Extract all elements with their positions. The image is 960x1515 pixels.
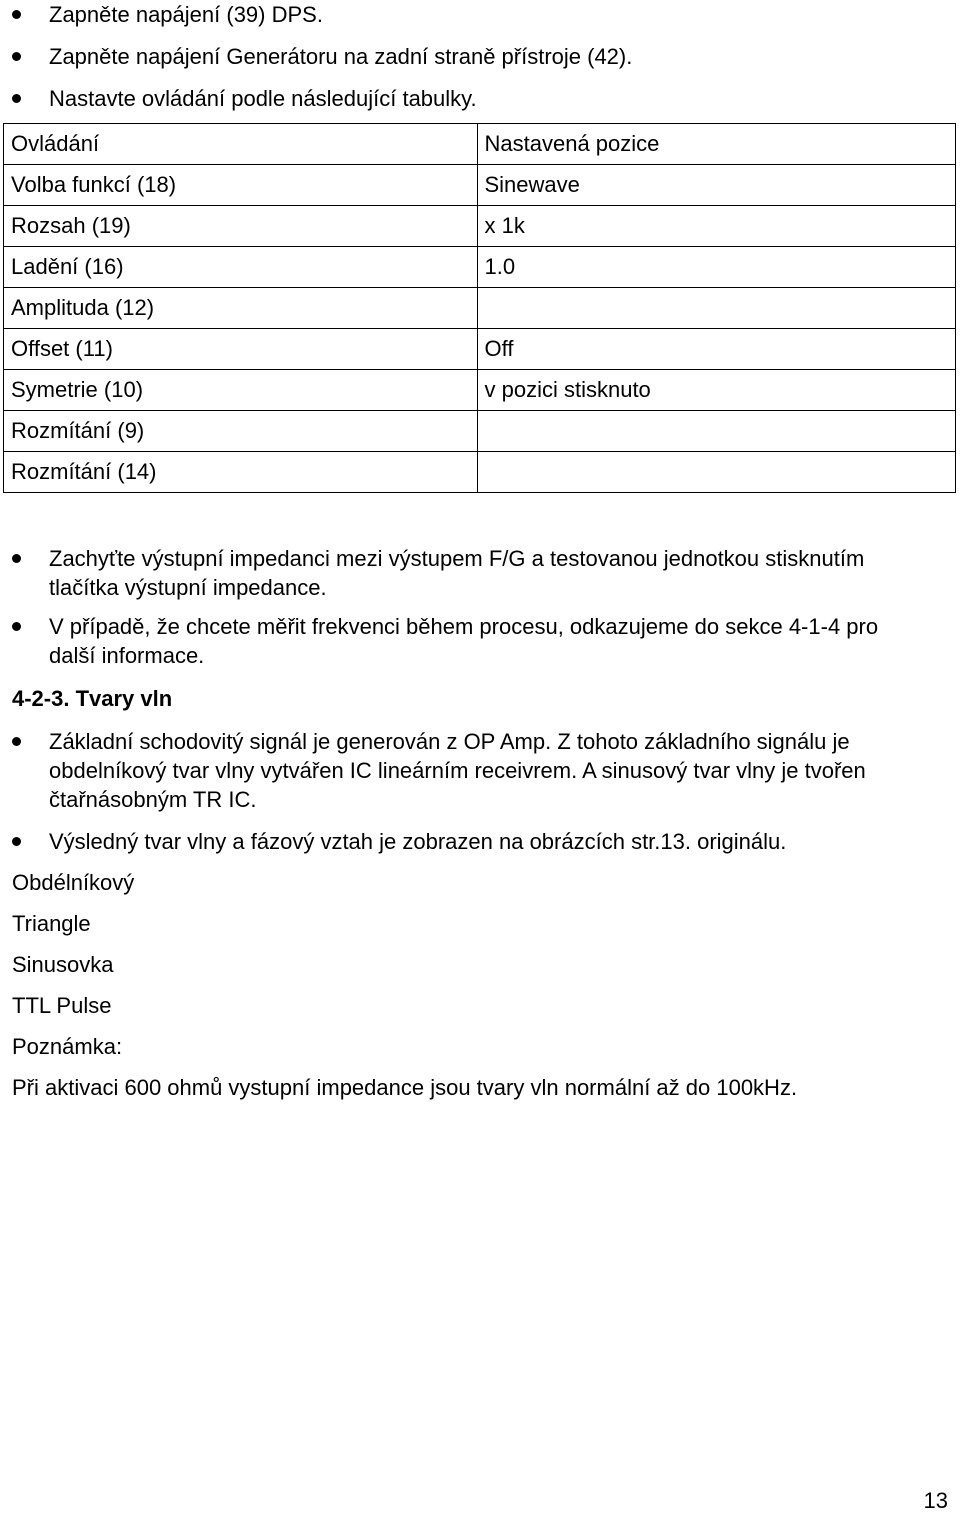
table-cell: Rozsah (19) [4, 206, 478, 247]
intro-bullet-list [0, 0, 632, 126]
bullet-icon [12, 554, 21, 563]
table-cell: Sinewave [477, 165, 956, 206]
section-heading: 4-2-3. Tvary vln [12, 686, 173, 711]
table-cell: Off [477, 329, 956, 370]
table-header-row [4, 124, 956, 165]
table-header-cell: Nastavená pozice [477, 124, 956, 165]
list-item-text: V případě, že chcete měřit frekvenci během procesu, odkazujeme do sekce 4-1-4 pro další informace. [49, 614, 879, 668]
table-row [4, 452, 956, 493]
table-cell: 1.0 [477, 247, 956, 288]
table-cell [477, 411, 956, 452]
note-text: Při aktivaci 600 ohmů vystupní impedance jsou tvary vln normální až do 100kHz. [12, 1075, 798, 1100]
list-item-text: Základní schodovitý signál je generován z OP Amp. Z tohoto základního signálu je obdelníkový tvar vlny vytvářen IC lineárním receivrem. A sinusový tvar vlny je tvořen čtařnásobným TR IC. [49, 729, 866, 812]
list-item-text: Výsledný tvar vlny a fázový vztah je zobrazen na obrázcích str.13. originálu. [49, 829, 787, 854]
list-item-text: Zapněte napájení Generátoru na zadní straně přístroje (42). [49, 44, 633, 69]
table-row [4, 247, 956, 288]
waveform-label-sine: Sinusovka [12, 952, 114, 977]
list-item-text: Zachyťte výstupní impedanci mezi výstupem F/G a testovanou jednotkou stisknutím tlačítka výstupní impedance. [49, 546, 865, 600]
table-row [4, 165, 956, 206]
bullet-icon [12, 737, 21, 746]
settings-table [3, 123, 956, 493]
list-item-text: Zapněte napájení (39) DPS. [49, 2, 323, 27]
waveform-label-ttl: TTL Pulse [12, 993, 112, 1018]
table-row [4, 411, 956, 452]
list-item [0, 544, 930, 602]
table-cell: v pozici stisknuto [477, 370, 956, 411]
table-cell: Rozmítání (14) [4, 452, 478, 493]
bullet-icon [12, 10, 21, 19]
list-item [0, 612, 930, 670]
table-cell: x 1k [477, 206, 956, 247]
list-item [0, 727, 940, 814]
instruction-bullet-list [0, 544, 930, 680]
waveform-label-triangle: Triangle [12, 911, 91, 936]
list-item [0, 827, 940, 856]
table-row [4, 206, 956, 247]
table-cell [477, 452, 956, 493]
table-row [4, 370, 956, 411]
table-cell [477, 288, 956, 329]
page-number: 13 [923, 1488, 948, 1513]
table-cell: Volba funkcí (18) [4, 165, 478, 206]
section-bullet-list [0, 727, 940, 869]
list-item [0, 84, 632, 126]
table-row [4, 288, 956, 329]
list-item [0, 42, 632, 84]
bullet-icon [12, 622, 21, 631]
table-cell: Rozmítání (9) [4, 411, 478, 452]
table-cell: Offset (11) [4, 329, 478, 370]
table-cell: Symetrie (10) [4, 370, 478, 411]
bullet-icon [12, 94, 21, 103]
list-item-text: Nastavte ovládání podle následující tabulky. [49, 86, 477, 111]
table-cell: Ladění (16) [4, 247, 478, 288]
table-row [4, 329, 956, 370]
waveform-label-square: Obdélníkový [12, 870, 135, 895]
table-header-cell: Ovládání [4, 124, 478, 165]
note-label: Poznámka: [12, 1034, 123, 1059]
bullet-icon [12, 837, 21, 846]
bullet-icon [12, 52, 21, 61]
table-cell: Amplituda (12) [4, 288, 478, 329]
list-item [0, 0, 632, 42]
